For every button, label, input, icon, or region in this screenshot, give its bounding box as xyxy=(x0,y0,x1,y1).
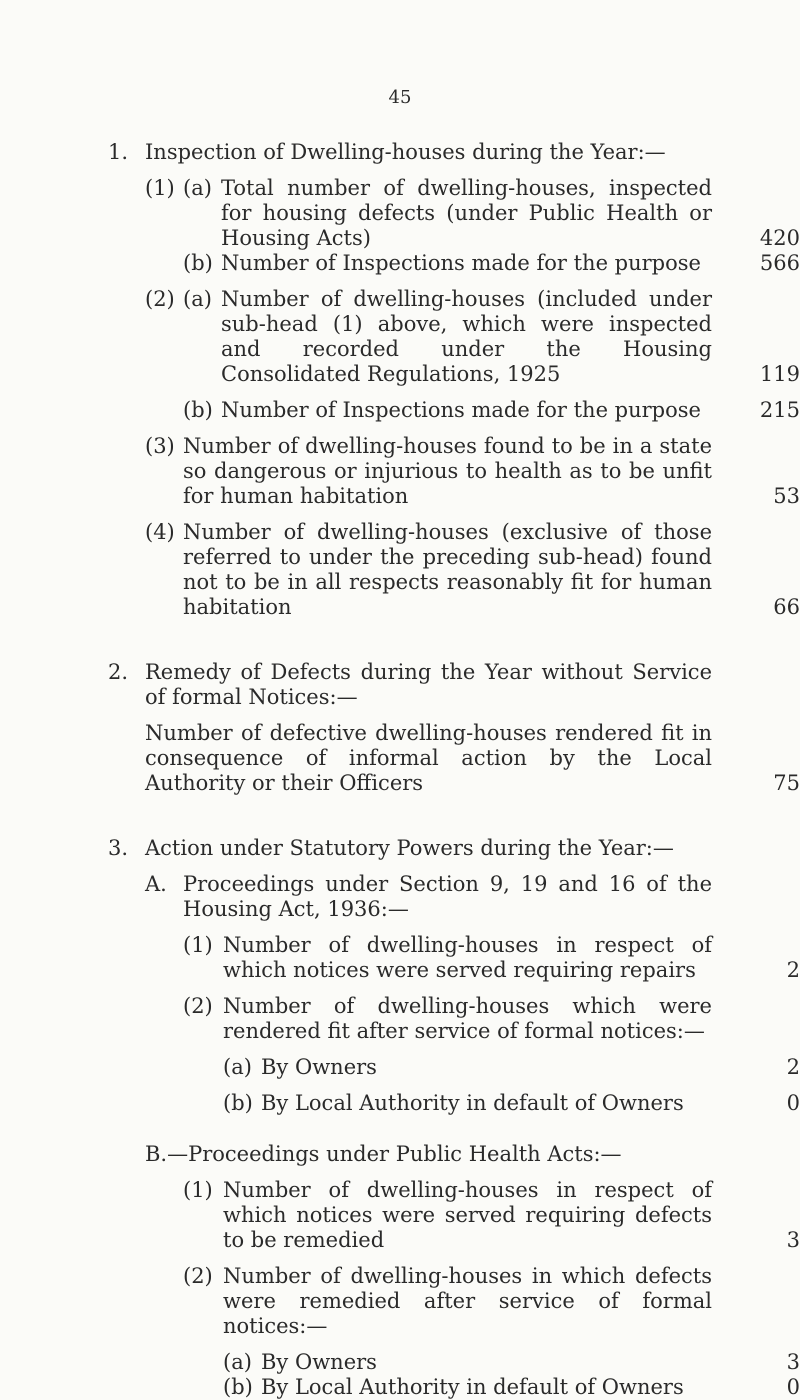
item-3-b-2 xyxy=(183,1264,800,1400)
item-text: Number of Inspections made for the purpose xyxy=(221,398,701,422)
item-number: (2) xyxy=(183,1264,213,1288)
part-title: Proceedings under Section 9, 19 and 16 of the Housing Act, 1936:— xyxy=(183,872,712,921)
section-2 xyxy=(0,660,800,796)
section-number: 2. xyxy=(108,660,129,684)
report-body xyxy=(0,140,800,1400)
item-2 xyxy=(145,721,800,796)
sub-label: (a) xyxy=(183,287,212,311)
item-text: By Local Authority in default of Owners xyxy=(261,1375,684,1399)
item-3-a-2-a xyxy=(223,1055,800,1080)
item-value: 3 xyxy=(786,1228,800,1252)
item-value: 215 xyxy=(759,398,800,422)
item-number: (4) xyxy=(145,520,175,544)
item-1-2-b xyxy=(183,398,800,423)
item-number: (2) xyxy=(183,994,213,1018)
section-title: Remedy of Defects during the Year without Service of formal Notices:— xyxy=(145,660,712,709)
item-value: 0 xyxy=(786,1375,800,1399)
sub-label: (a) xyxy=(223,1055,252,1079)
item-text: Number of dwelling-houses (included under sub-head (1) above, which were inspected and recorded under the Housing Consolidated Regulations, 1925 xyxy=(221,287,712,386)
part-a xyxy=(145,872,800,1116)
item-number: (2) xyxy=(145,287,175,311)
part-b xyxy=(145,1142,800,1400)
page-number: 45 xyxy=(388,87,412,108)
section-1 xyxy=(0,140,800,620)
sub-label: (b) xyxy=(223,1375,253,1399)
item-text: By Owners xyxy=(261,1055,377,1079)
section-3 xyxy=(0,836,800,1400)
item-text: By Owners xyxy=(261,1350,377,1374)
sub-label: (a) xyxy=(183,176,212,200)
item-3-b-1 xyxy=(183,1178,800,1253)
section-number: 3. xyxy=(108,836,129,860)
item-value: 0 xyxy=(786,1091,800,1115)
sub-label: (b) xyxy=(183,398,213,422)
item-value: 53 xyxy=(773,484,800,508)
item-1-1-b xyxy=(183,251,800,276)
item-text: Number of dwelling-houses found to be in a state so dangerous or injurious to health as to be unfit for human habitation xyxy=(183,434,712,508)
section-number: 1. xyxy=(108,140,129,164)
item-text: Number of dwelling-houses in respect of which notices were served requiring defects to be remedied xyxy=(223,1178,712,1252)
item-text: Number of defective dwelling-houses rendered fit in consequence of informal action by the Local Authority or their Officers xyxy=(145,721,712,795)
item-text: Number of Inspections made for the purpose xyxy=(221,251,701,275)
part-label: A. xyxy=(145,872,167,896)
item-1-2-a xyxy=(183,287,800,387)
sub-label: (b) xyxy=(183,251,213,275)
item-text: By Local Authority in default of Owners xyxy=(261,1091,684,1115)
item-1-3 xyxy=(145,434,800,509)
item-3-a-1 xyxy=(183,933,800,983)
item-text: Number of dwelling-houses in respect of which notices were served requiring repairs xyxy=(223,933,712,982)
item-number: (1) xyxy=(145,176,175,200)
item-1-1-a xyxy=(183,176,800,251)
item-text: Number of dwelling-houses (exclusive of those referred to under the preceding sub-head) found not to be in all respects reasonably fit for human habitation xyxy=(183,520,712,619)
item-value: 2 xyxy=(786,958,800,982)
item-value: 566 xyxy=(759,251,800,275)
item-value: 66 xyxy=(773,595,800,619)
item-value: 2 xyxy=(786,1055,800,1079)
item-3-a-2 xyxy=(183,994,800,1116)
sub-label: (b) xyxy=(223,1091,253,1115)
item-text: Total number of dwelling-houses, inspected for housing defects (under Public Health or Housing Acts) xyxy=(221,176,712,250)
part-title: B.—Proceedings under Public Health Acts:— xyxy=(145,1142,622,1166)
item-number: (1) xyxy=(183,1178,213,1202)
item-value: 3 xyxy=(786,1350,800,1374)
item-text: Number of dwelling-houses which were rendered fit after service of formal notices:— xyxy=(223,994,712,1043)
item-1-4 xyxy=(145,520,800,620)
item-value: 75 xyxy=(773,771,800,795)
item-1-2 xyxy=(145,287,800,423)
section-title: Inspection of Dwelling-houses during the Year:— xyxy=(145,140,666,164)
item-3-b-2-a xyxy=(223,1350,800,1375)
item-number: (3) xyxy=(145,434,175,458)
sub-label: (a) xyxy=(223,1350,252,1374)
item-text: Number of dwelling-houses in which defects were remedied after service of formal notices:— xyxy=(223,1264,712,1338)
item-value: 119 xyxy=(759,362,800,386)
item-value: 420 xyxy=(759,226,800,250)
item-3-a-2-b xyxy=(223,1091,800,1116)
item-1-1 xyxy=(145,176,800,276)
item-number: (1) xyxy=(183,933,213,957)
item-3-b-2-b xyxy=(223,1375,800,1400)
section-title: Action under Statutory Powers during the Year:— xyxy=(145,836,674,860)
